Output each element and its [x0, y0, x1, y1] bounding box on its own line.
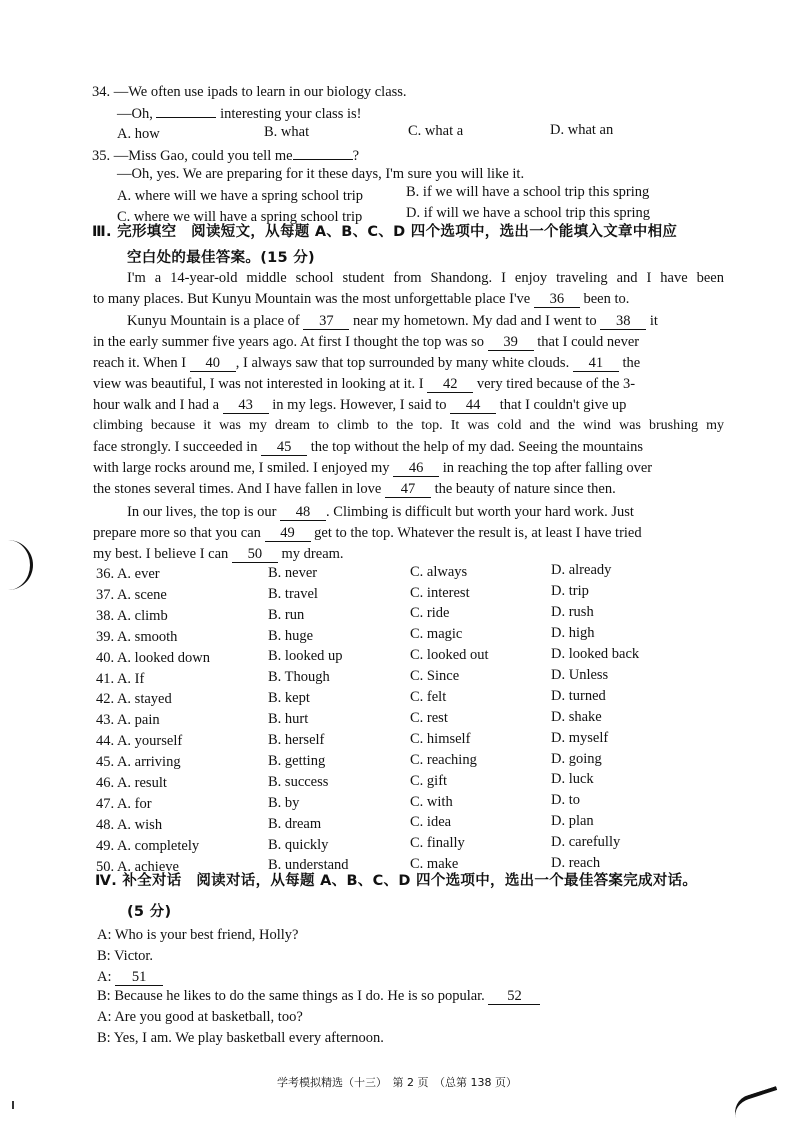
- choice-37-d: D. trip: [551, 583, 589, 600]
- blank-45: 45: [261, 439, 307, 456]
- choice-39-b: B. huge: [268, 627, 314, 644]
- scan-dot: [12, 1101, 14, 1109]
- choice-43-d: D. shake: [551, 708, 602, 725]
- choice-44-c: C. himself: [410, 730, 471, 747]
- dialog-line: B: Because he likes to do the same things as I do. He is so popular. 52: [97, 986, 540, 1006]
- passage-line: in the early summer five years ago. At first I thought the top was so 39 that I could never: [93, 334, 640, 350]
- choice-44-b: B. herself: [268, 732, 325, 748]
- question-34-response: —Oh, interesting your class is!: [117, 103, 361, 124]
- blank-38: 38: [600, 313, 646, 330]
- blank-40: 40: [190, 355, 236, 372]
- section-3-heading-cont: 空白处的最佳答案。(15 分): [127, 250, 315, 266]
- option-34-c: C. what a: [408, 123, 464, 139]
- passage-line: hour walk and I had a 43 in my legs. However, I said to 44 that I couldn't give up: [93, 397, 627, 413]
- blank-36: 36: [534, 291, 580, 308]
- choice-40-d: D. looked back: [551, 646, 640, 662]
- choice-45-b: B. getting: [268, 752, 326, 769]
- choice-38-b: B. run: [268, 606, 305, 623]
- choice-46-a: 46. A. result: [96, 775, 167, 791]
- passage-line: with large rocks around me, I smiled. I enjoyed my 46 in reaching the top after falling over: [93, 460, 653, 476]
- choice-41-a: 41. A. If: [96, 670, 145, 687]
- choice-40-a: 40. A. looked down: [96, 649, 210, 666]
- blank-51: 51: [115, 969, 163, 986]
- choice-37-b: B. travel: [268, 585, 318, 602]
- passage-line: prepare more so that you can 49 get to the top. Whatever the result is, at least I have tried: [93, 525, 642, 541]
- choice-50-c: C. make: [410, 856, 459, 873]
- choice-49-b: B. quickly: [268, 836, 329, 853]
- choice-48-c: C. idea: [410, 814, 452, 831]
- choice-47-a: 47. A. for: [96, 795, 152, 812]
- passage-line: to many places. But Kunyu Mountain was the most unforgettable place I've 36 been to.: [93, 291, 630, 307]
- choice-38-a: 38. A. climb: [96, 607, 168, 624]
- choice-42-c: C. felt: [410, 689, 447, 705]
- blank-37: 37: [303, 313, 349, 330]
- choice-41-b: B. Though: [268, 669, 330, 686]
- option-35-d: D. if will we have a school trip this spring: [406, 205, 651, 221]
- blank-41: 41: [573, 355, 619, 372]
- passage-line: reach it. When I 40 , I always saw that top surrounded by many white clouds. 41 the: [93, 355, 641, 371]
- choice-36-b: B. never: [268, 564, 318, 581]
- choice-39-c: C. magic: [410, 626, 463, 643]
- choice-49-d: D. carefully: [551, 834, 621, 851]
- blank-46: 46: [393, 460, 439, 477]
- choice-49-c: C. finally: [410, 835, 465, 852]
- choice-47-c: C. with: [410, 793, 453, 810]
- binding-mark: [4, 540, 33, 590]
- choice-48-a: 48. A. wish: [96, 816, 163, 833]
- dialog-line: B: Yes, I am. We play basketball every afternoon.: [97, 1030, 384, 1046]
- blank-48: 48: [280, 504, 326, 521]
- dialog-line: A: 51: [97, 967, 163, 987]
- question-35: 35. —Miss Gao, could you tell me ?: [92, 145, 359, 166]
- choice-41-c: C. Since: [410, 668, 460, 685]
- section-4-heading-cont: (5 分): [127, 904, 172, 920]
- passage-line: I'm a 14-year-old middle school student from Shandong. I enjoy traveling and I have been: [127, 270, 724, 286]
- blank-42: 42: [427, 376, 473, 393]
- passage-line: my best. I believe I can 50 my dream.: [93, 546, 344, 562]
- choice-44-d: D. myself: [551, 729, 609, 746]
- choice-41-d: D. Unless: [551, 666, 609, 683]
- choice-43-a: 43. A. pain: [96, 712, 160, 729]
- option-34-b: B. what: [264, 124, 310, 140]
- passage-line: In our lives, the top is our 48 . Climbing is difficult but worth your hard work. Just: [127, 504, 634, 520]
- choice-42-d: D. turned: [551, 687, 606, 704]
- question-35-response: —Oh, yes. We are preparing for it these days, I'm sure you will like it.: [117, 166, 525, 182]
- choice-47-b: B. by: [268, 794, 300, 811]
- choice-50-d: D. reach: [551, 855, 601, 871]
- choice-36-c: C. always: [410, 563, 468, 580]
- blank-44: 44: [450, 397, 496, 414]
- choice-48-b: B. dream: [268, 815, 322, 832]
- choice-43-c: C. rest: [410, 709, 448, 726]
- passage-line: climbing because it was my dream to climb to the top. It was cold and the wind was brushing my: [93, 418, 724, 433]
- choice-45-c: C. reaching: [410, 751, 477, 768]
- dialog-line: A: Are you good at basketball, too?: [97, 1009, 303, 1025]
- choice-39-a: 39. A. smooth: [96, 628, 178, 645]
- choice-50-a: 50. A. achieve: [96, 858, 179, 875]
- choice-38-c: C. ride: [410, 605, 450, 622]
- choice-44-a: 44. A. yourself: [96, 733, 183, 750]
- choice-37-c: C. interest: [410, 584, 470, 601]
- answer-blank: [293, 145, 353, 160]
- page-footer: 学考模拟精选（十三） 第 2 页 （总第 138 页）: [277, 1076, 517, 1089]
- choice-46-c: C. gift: [410, 772, 448, 789]
- choice-42-b: B. kept: [268, 690, 310, 707]
- option-34-d: D. what an: [550, 122, 614, 138]
- choice-36-a: 36. A. ever: [96, 566, 160, 582]
- passage-line: the stones several times. And I have fallen in love 47 the beauty of nature since then.: [93, 481, 616, 497]
- answer-blank: [156, 103, 216, 118]
- choice-50-b: B. understand: [268, 857, 349, 874]
- dialog-line: A: Who is your best friend, Holly?: [97, 927, 299, 943]
- choice-45-a: 45. A. arriving: [96, 754, 181, 771]
- choice-49-a: 49. A. completely: [96, 837, 200, 854]
- option-35-a: A. where will we have a spring school trip: [117, 188, 364, 204]
- option-35-b: B. if we will have a school trip this spring: [406, 184, 650, 200]
- dialog-line: B: Victor.: [97, 948, 154, 964]
- choice-40-c: C. looked out: [410, 647, 489, 664]
- choice-42-a: 42. A. stayed: [96, 691, 172, 708]
- choice-40-b: B. looked up: [268, 648, 343, 665]
- passage-line: Kunyu Mountain is a place of 37 near my hometown. My dad and I went to 38 it: [127, 313, 658, 329]
- passage-line: view was beautiful, I was not interested in looking at it. I 42 very tired because of the 3-: [93, 376, 636, 392]
- section-3-heading: Ⅲ. 完形填空 阅读短文，从每题 A、B、C、D 四个选项中，选出一个能填入文章中相应: [92, 224, 678, 240]
- section-4-heading: Ⅳ. 补全对话 阅读对话，从每题 A、B、C、D 四个选项中，选出一个最佳答案完成对话。: [95, 873, 698, 889]
- passage-line: face strongly. I succeeded in 45 the top without the help of my dad. Seeing the mountains: [93, 439, 644, 455]
- question-34: 34. —We often use ipads to learn in our biology class.: [92, 84, 407, 100]
- choice-36-d: D. already: [551, 562, 612, 579]
- scan-corner-mark: [730, 1086, 781, 1118]
- blank-39: 39: [488, 334, 534, 351]
- option-35-c: C. where we will have a spring school trip: [117, 209, 363, 225]
- option-34-a: A. how: [117, 126, 160, 142]
- choice-46-b: B. success: [268, 773, 329, 790]
- choice-45-d: D. going: [551, 750, 602, 767]
- choice-39-d: D. high: [551, 625, 595, 642]
- choice-47-d: D. to: [551, 792, 580, 809]
- choice-43-b: B. hurt: [268, 711, 309, 728]
- blank-43: 43: [223, 397, 269, 414]
- choice-46-d: D. luck: [551, 771, 594, 788]
- blank-49: 49: [265, 525, 311, 542]
- blank-50: 50: [232, 546, 278, 563]
- choice-38-d: D. rush: [551, 604, 594, 621]
- choice-48-d: D. plan: [551, 813, 594, 830]
- choice-37-a: 37. A. scene: [96, 586, 167, 603]
- blank-47: 47: [385, 481, 431, 498]
- blank-52: 52: [488, 988, 540, 1005]
